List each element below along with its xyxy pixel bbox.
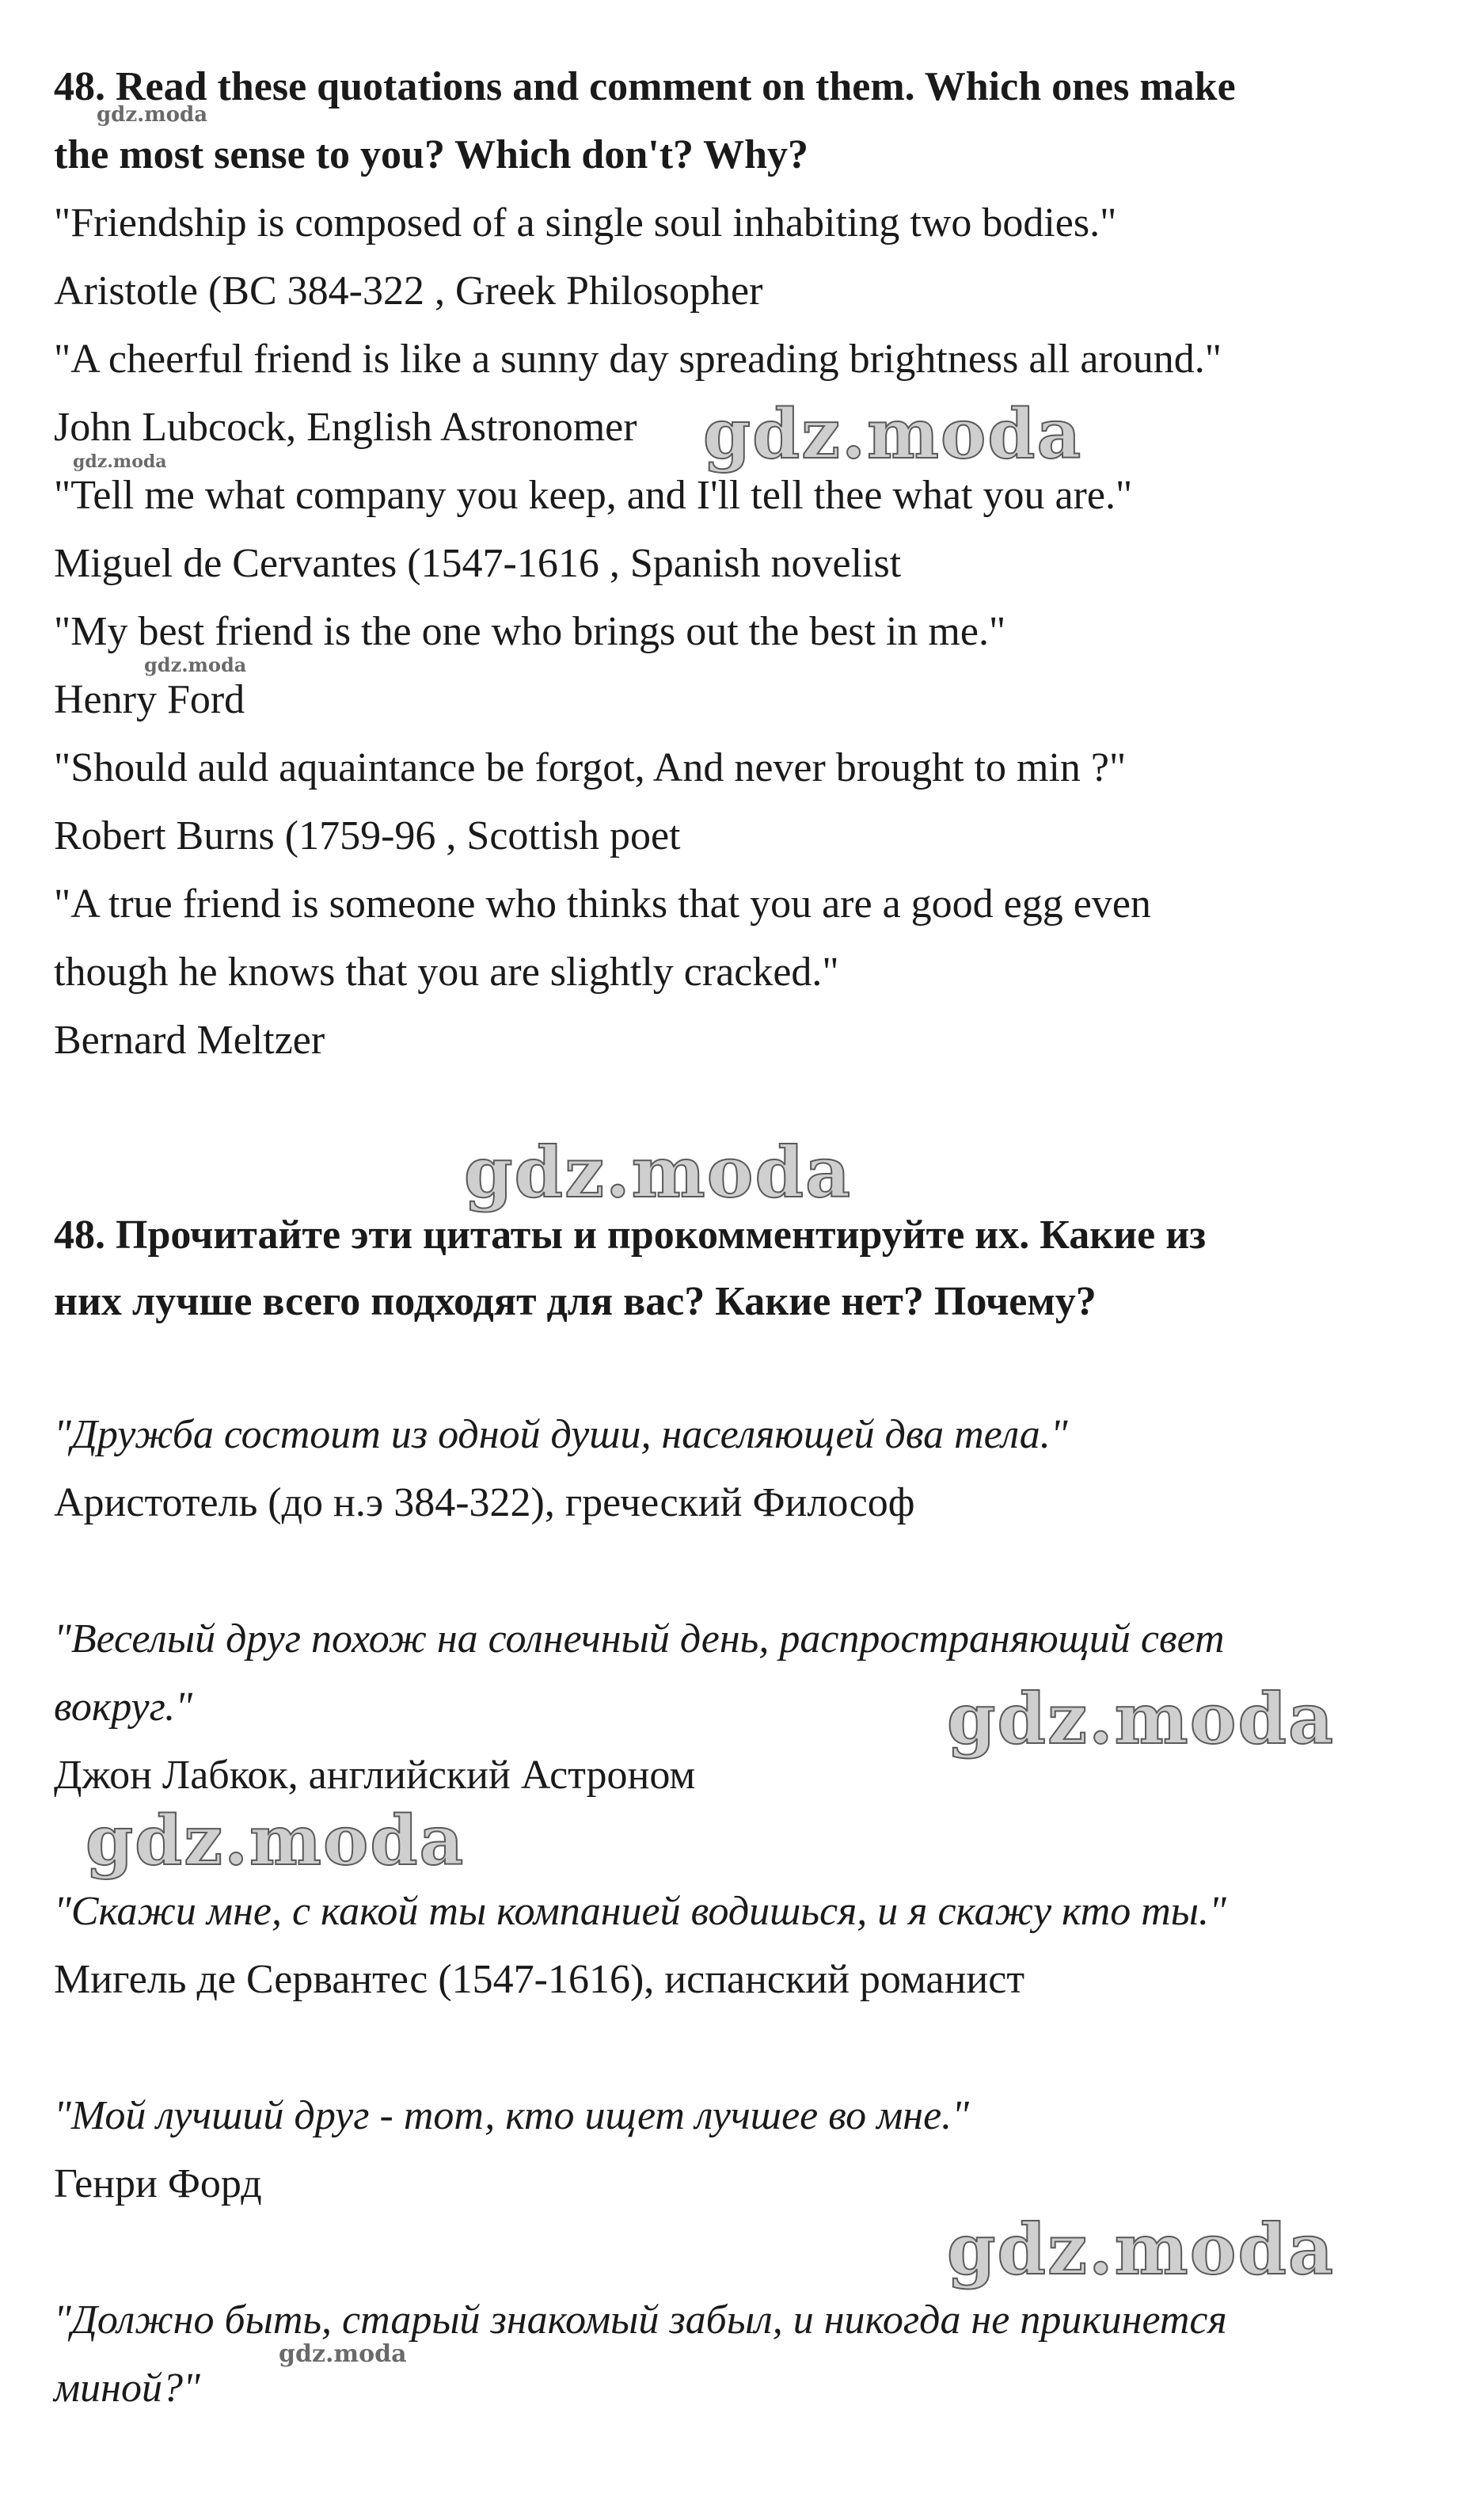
watermark-logo: gdz.moda bbox=[947, 2208, 1336, 2290]
english-heading-line2: the most sense to you? Which don't? Why? bbox=[54, 132, 808, 177]
english-author-3: Miguel de Cervantes (1547-1616 , Spanish novelist bbox=[54, 541, 902, 586]
russian-author-4: Генри Форд bbox=[54, 2161, 262, 2206]
english-quote-5: "Should auld aquaintance be forgot, And never brought to min ?" bbox=[54, 745, 1127, 790]
english-quote-3: "Tell me what company you keep, and I'll tell thee what you are." bbox=[54, 473, 1133, 518]
watermark-logo: gdz.moda bbox=[703, 394, 1083, 474]
russian-quote-4: "Мой лучший друг - тот, кто ищет лучшее во мне." bbox=[54, 2093, 970, 2138]
russian-heading-line2: них лучше всего подходят для вас? Какие нет? Почему? bbox=[54, 1279, 1097, 1324]
watermark-logo: gdz.moda bbox=[464, 1131, 853, 1213]
english-quote-2: "A cheerful friend is like a sunny day spreading brightness all around." bbox=[54, 337, 1222, 382]
watermark-logo: gdz.moda bbox=[97, 103, 208, 127]
watermark-logo: gdz.moda bbox=[86, 1801, 466, 1881]
english-author-4: Henry Ford bbox=[54, 677, 245, 722]
russian-heading-line1: 48. Прочитайте эти цитаты и прокомментируйте их. Какие из bbox=[54, 1212, 1207, 1258]
russian-quote-2-line2: вокруг." bbox=[54, 1684, 193, 1730]
english-quote-1: "Friendship is composed of a single soul inhabiting two bodies." bbox=[54, 200, 1117, 246]
watermark-logo: gdz.moda bbox=[73, 451, 167, 472]
russian-author-1: Аристотель (до н.э 384-322), греческий Философ bbox=[54, 1480, 915, 1525]
russian-author-3: Мигель де Сервантес (1547-1616), испанский романист bbox=[54, 1957, 1025, 2002]
english-author-6: Bernard Meltzer bbox=[54, 1018, 325, 1063]
english-author-5: Robert Burns (1759-96 , Scottish poet bbox=[54, 813, 681, 858]
russian-quote-5-line1: "Должно быть, старый знакомый забыл, и никогда не прикинется bbox=[54, 2297, 1227, 2343]
english-quote-6-line2: though he knows that you are slightly cracked." bbox=[54, 950, 839, 995]
english-quote-6-line1: "A true friend is someone who thinks that you are a good egg even bbox=[54, 881, 1151, 927]
english-author-1: Aristotle (BC 384-322 , Greek Philosopher bbox=[54, 268, 763, 314]
english-heading-line1: 48. Read these quotations and comment on them. Which ones make bbox=[54, 64, 1236, 109]
russian-quote-2-line1: "Веселый друг похож на солнечный день, распространяющий свет bbox=[54, 1616, 1225, 1662]
russian-quote-1: "Дружба состоит из одной души, населяющей два тела." bbox=[54, 1412, 1068, 1457]
english-quote-4: "My best friend is the one who brings out the best in me." bbox=[54, 609, 1006, 654]
watermark-logo: gdz.moda bbox=[947, 1677, 1336, 1760]
russian-quote-3: "Скажи мне, с какой ты компанией водишься, и я скажу кто ты." bbox=[54, 1889, 1226, 1934]
russian-author-2: Джон Лабкок, английский Астроном bbox=[54, 1753, 696, 1798]
english-author-2: John Lubcock, English Astronomer bbox=[54, 405, 637, 450]
watermark-logo: gdz.moda bbox=[279, 2340, 407, 2368]
watermark-logo: gdz.moda bbox=[144, 653, 247, 676]
russian-quote-5-line2: миной?" bbox=[54, 2366, 200, 2411]
